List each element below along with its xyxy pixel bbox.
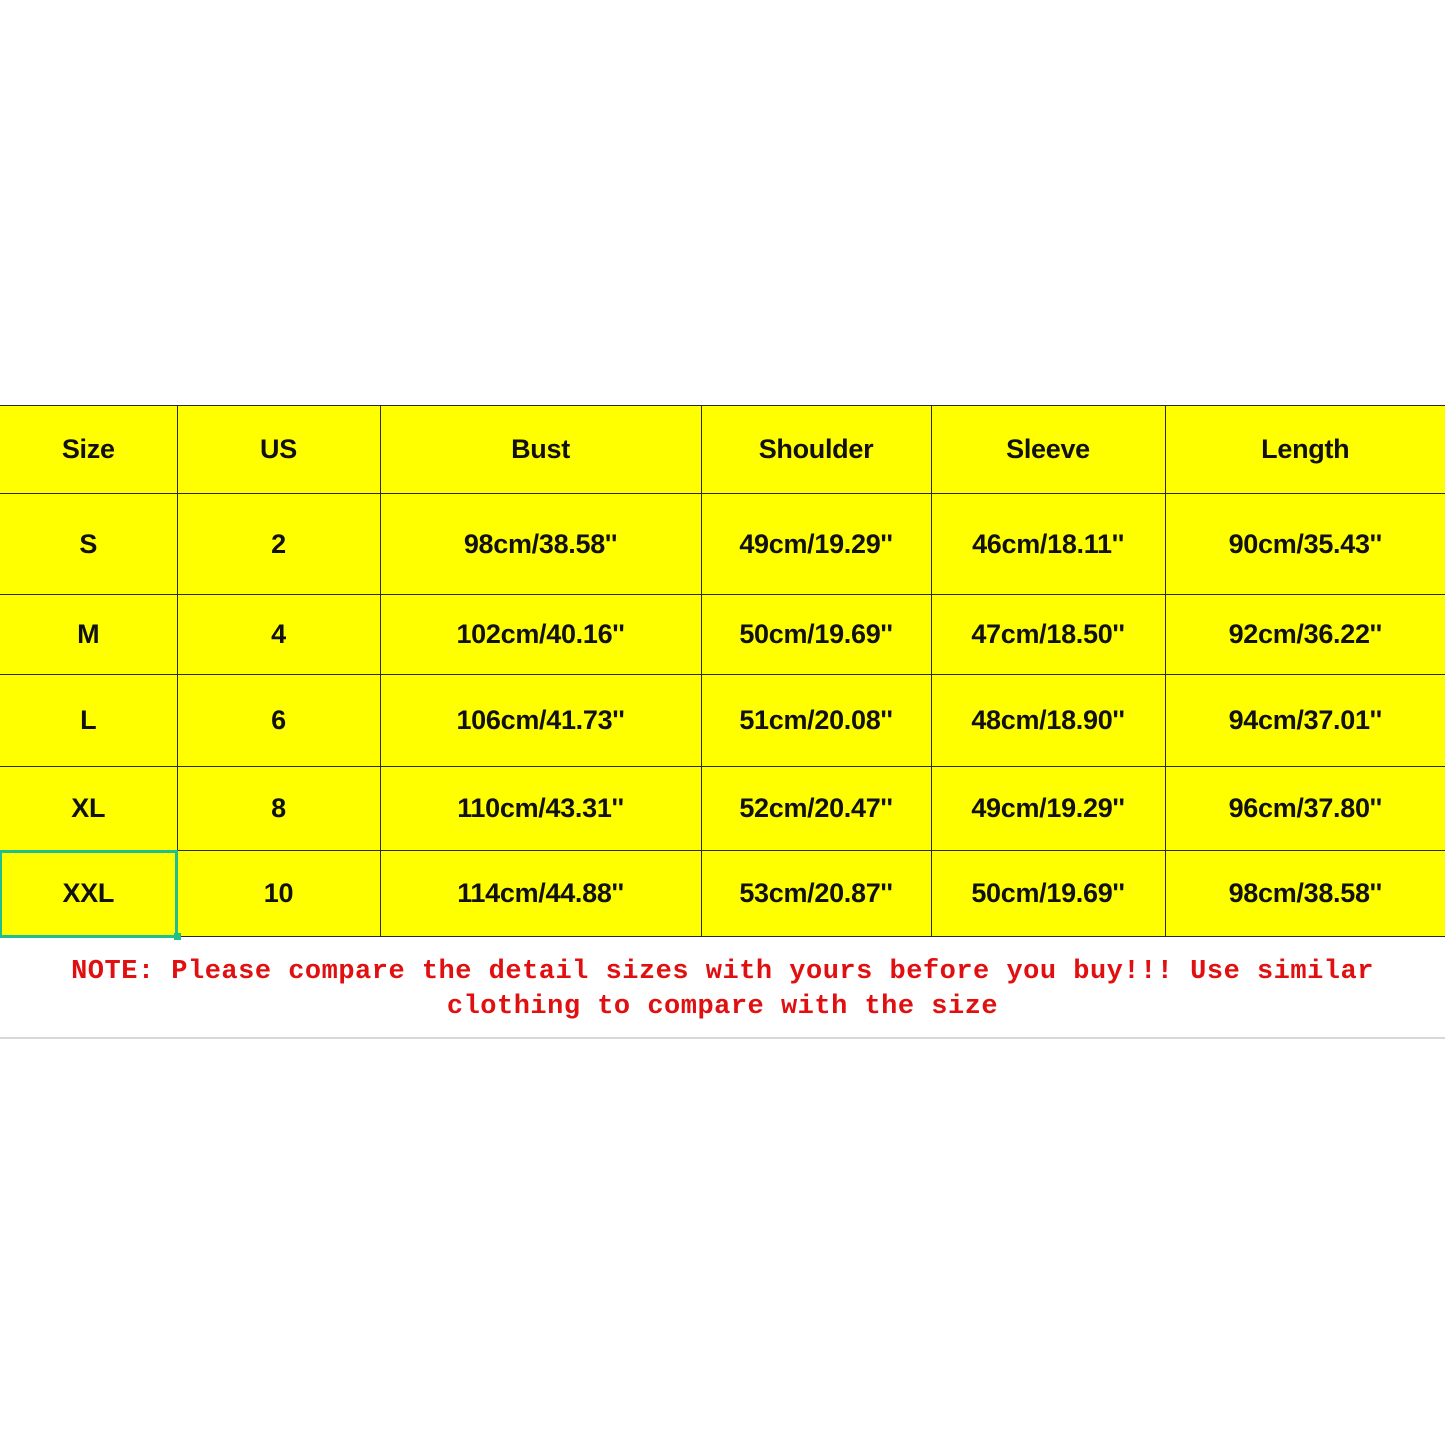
table-cell[interactable]: 106cm/41.73''	[380, 675, 701, 767]
table-cell[interactable]: 46cm/18.11''	[931, 494, 1165, 595]
table-row	[0, 767, 1445, 851]
table-header-row	[0, 406, 1445, 494]
table-cell[interactable]: 4	[177, 595, 380, 675]
table-cell[interactable]: 49cm/19.29''	[931, 767, 1165, 851]
table-cell[interactable]: 94cm/37.01''	[1165, 675, 1445, 767]
table-cell[interactable]: 102cm/40.16''	[380, 595, 701, 675]
note-line-1: NOTE: Please compare the detail sizes with yours before you buy!!! Use similar	[71, 957, 1374, 987]
table-cell[interactable]: S	[0, 494, 177, 595]
sheet-gridline	[0, 1037, 1445, 1039]
table-cell[interactable]: 47cm/18.50''	[931, 595, 1165, 675]
header-cell-us[interactable]: US	[177, 406, 380, 494]
table-cell[interactable]: 110cm/43.31''	[380, 767, 701, 851]
table-cell[interactable]: L	[0, 675, 177, 767]
table-row	[0, 494, 1445, 595]
table-cell[interactable]: 114cm/44.88''	[380, 851, 701, 937]
table-row	[0, 595, 1445, 675]
table-cell[interactable]: 10	[177, 851, 380, 937]
table-cell[interactable]: 50cm/19.69''	[701, 595, 931, 675]
table-cell[interactable]: 53cm/20.87''	[701, 851, 931, 937]
table-cell[interactable]: 92cm/36.22''	[1165, 595, 1445, 675]
header-cell-bust[interactable]: Bust	[380, 406, 701, 494]
header-cell-sleeve[interactable]: Sleeve	[931, 406, 1165, 494]
size-chart-sheet	[0, 405, 1445, 937]
header-cell-length[interactable]: Length	[1165, 406, 1445, 494]
table-cell[interactable]: 52cm/20.47''	[701, 767, 931, 851]
table-cell[interactable]: 50cm/19.69''	[931, 851, 1165, 937]
table-cell[interactable]: 98cm/38.58''	[1165, 851, 1445, 937]
table-cell[interactable]: 51cm/20.08''	[701, 675, 931, 767]
table-cell[interactable]: 48cm/18.90''	[931, 675, 1165, 767]
table-cell[interactable]: 8	[177, 767, 380, 851]
table-cell[interactable]: 2	[177, 494, 380, 595]
table-cell[interactable]: 98cm/38.58''	[380, 494, 701, 595]
table-cell[interactable]: 49cm/19.29''	[701, 494, 931, 595]
table-cell[interactable]: M	[0, 595, 177, 675]
selected-table-cell[interactable]: XXL	[0, 851, 177, 937]
table-row	[0, 851, 1445, 937]
size-chart-table	[0, 405, 1445, 937]
size-note	[0, 955, 1445, 1025]
header-cell-size[interactable]: Size	[0, 406, 177, 494]
table-cell[interactable]: 90cm/35.43''	[1165, 494, 1445, 595]
table-row	[0, 675, 1445, 767]
table-cell[interactable]: 6	[177, 675, 380, 767]
table-cell[interactable]: XL	[0, 767, 177, 851]
header-cell-shoulder[interactable]: Shoulder	[701, 406, 931, 494]
table-cell[interactable]: 96cm/37.80''	[1165, 767, 1445, 851]
note-line-2: clothing to compare with the size	[446, 992, 999, 1022]
